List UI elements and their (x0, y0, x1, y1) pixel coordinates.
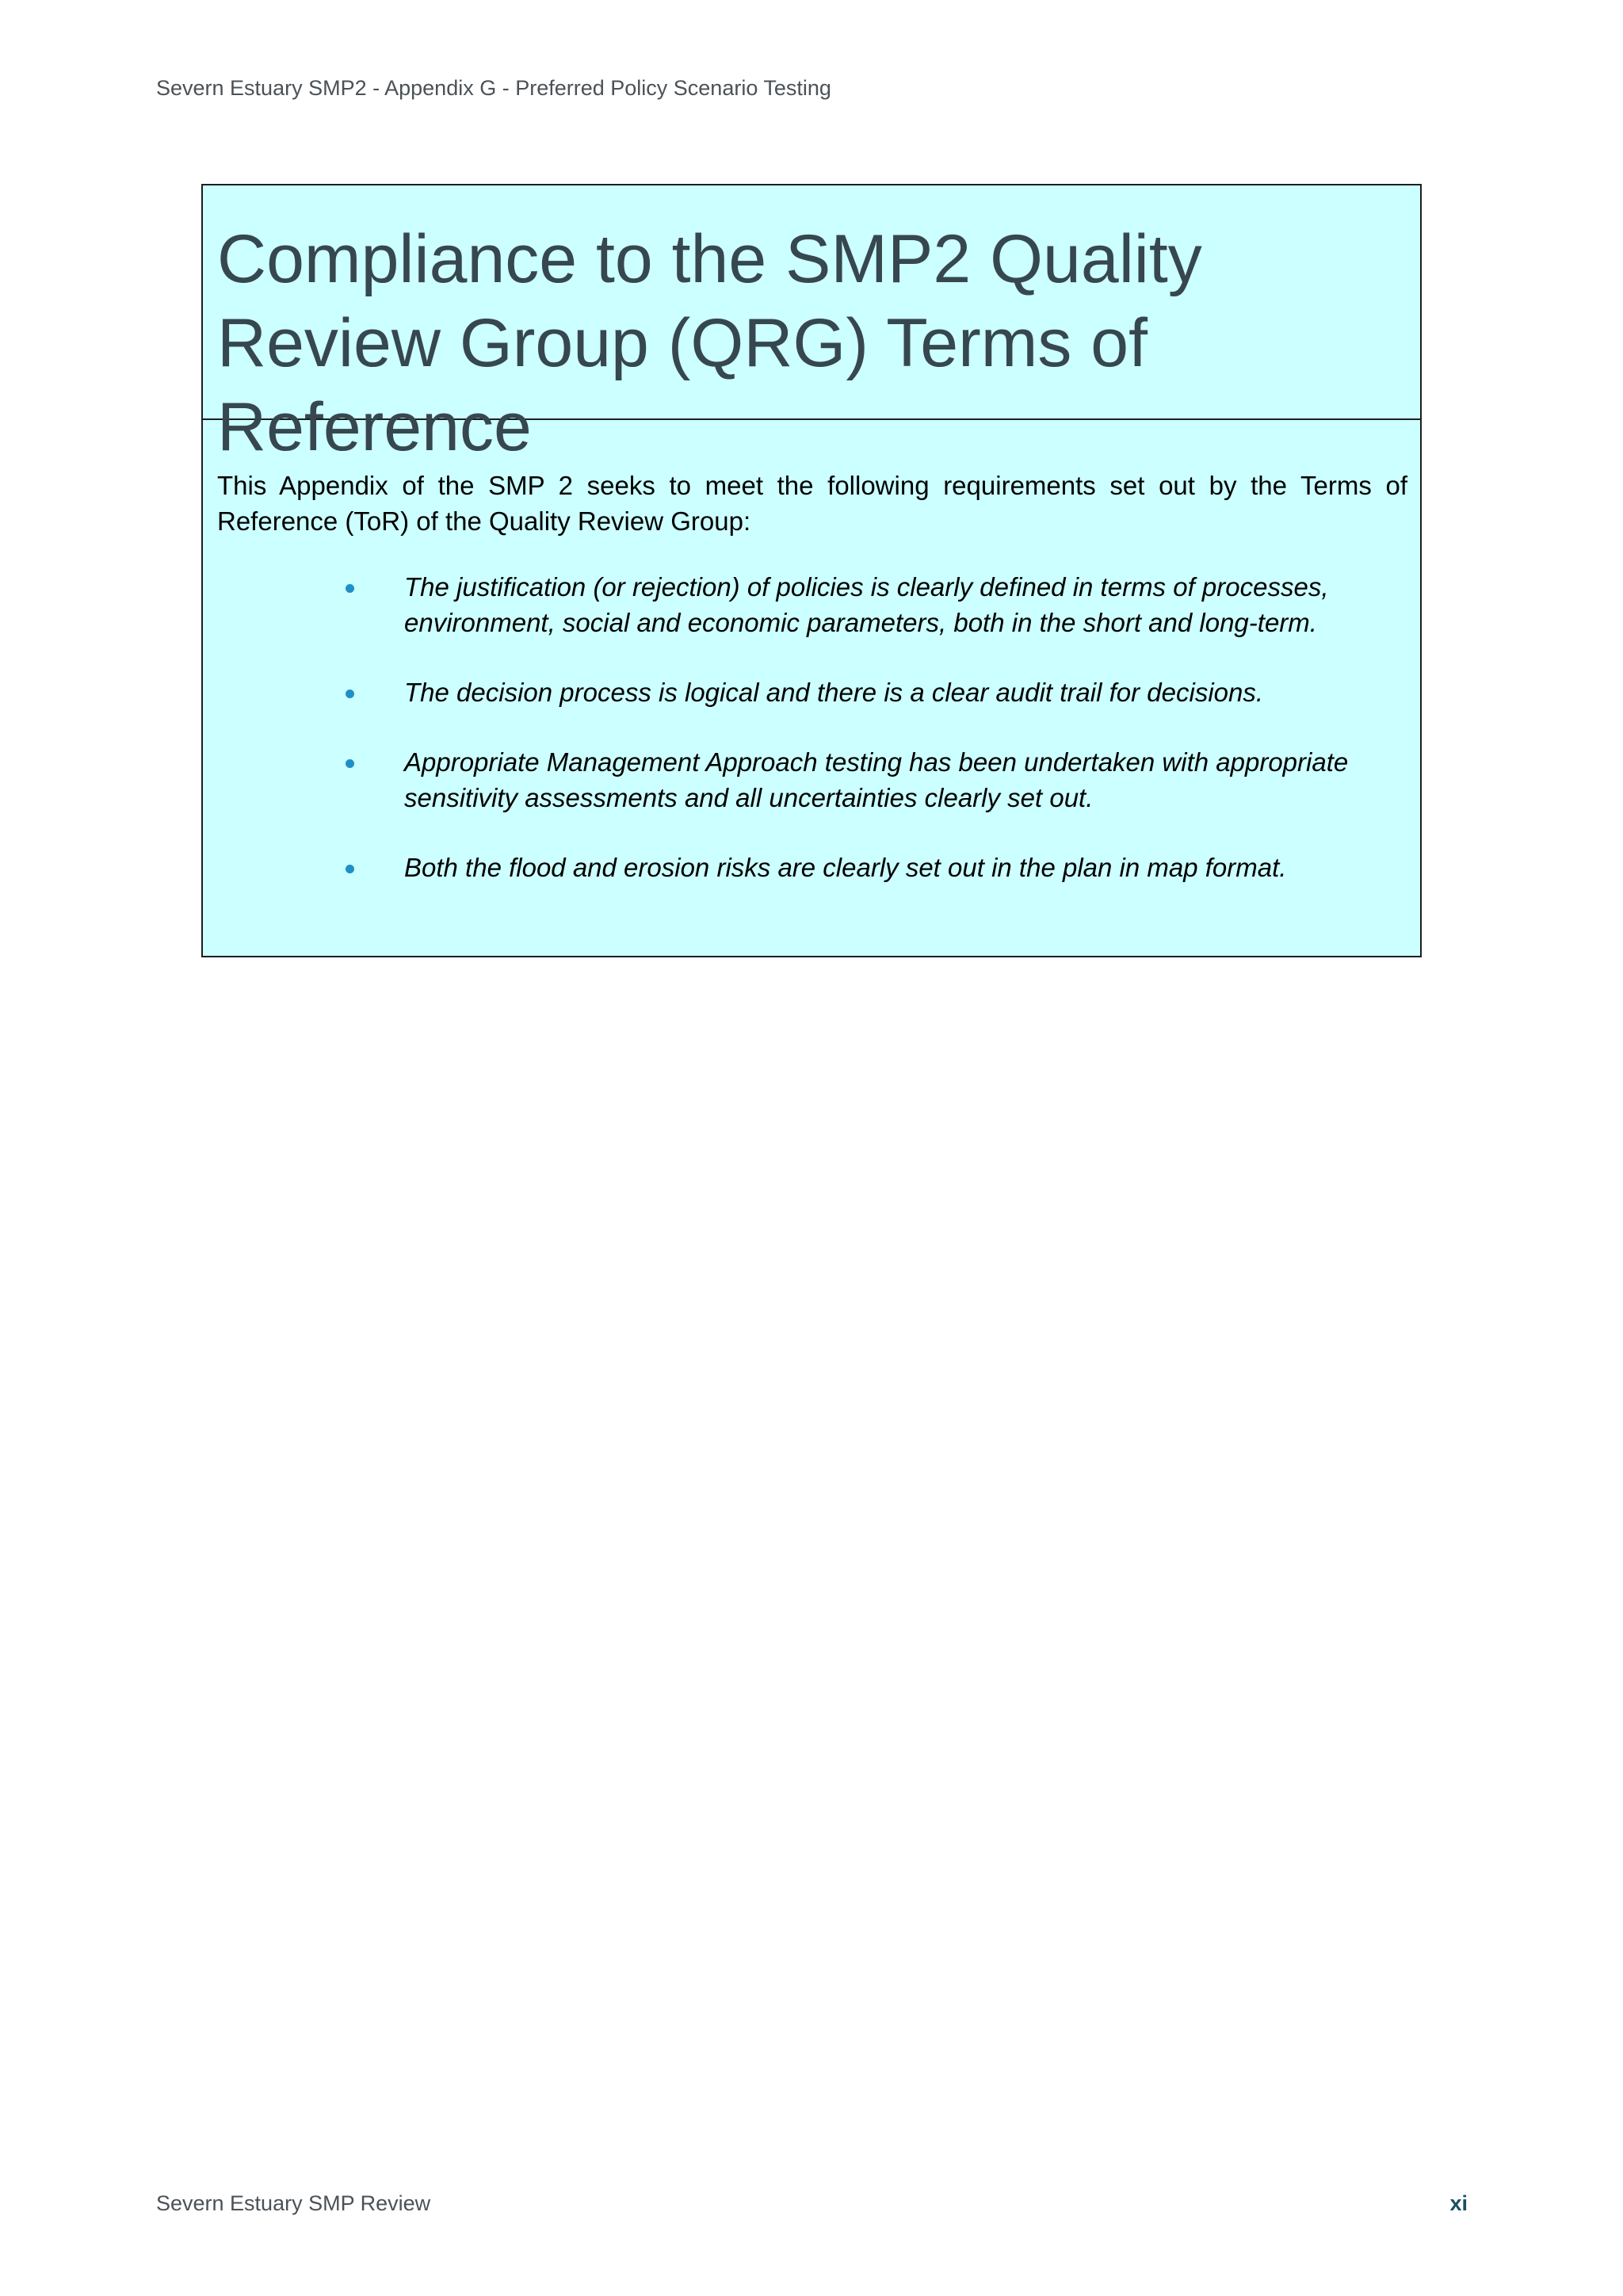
box-title: Compliance to the SMP2 Quality Review Group (QRG) Terms of Reference (217, 221, 1202, 465)
compliance-box (201, 184, 1422, 957)
running-header: Severn Estuary SMP2 - Appendix G - Preferred Policy Scenario Testing (156, 76, 831, 100)
list-item (203, 674, 1420, 710)
list-item (203, 850, 1420, 885)
bullet-icon (346, 690, 354, 698)
title-section (203, 185, 1420, 465)
requirement-text: Appropriate Management Approach testing has been undertaken with appropriate sensitivity assessments and all uncertainties clearly set out. (404, 747, 1349, 812)
running-footer: Severn Estuary SMP Review (156, 2191, 431, 2215)
bullet-icon (346, 865, 354, 873)
requirements-list (203, 569, 1420, 919)
list-item (203, 569, 1420, 640)
bullet-icon (346, 759, 354, 768)
page-number: xi (1449, 2191, 1468, 2215)
bullet-icon (346, 584, 354, 593)
list-item (203, 744, 1420, 816)
intro-paragraph: This Appendix of the SMP 2 seeks to meet the following requirements set out by the Terms of Reference (ToR) of the Quality Review Group: (217, 471, 1407, 536)
requirement-text: The justification (or rejection) of policies is clearly defined in terms of processes, environment, social and economic parameters, both in the short and long-term. (404, 572, 1329, 637)
requirement-text: The decision process is logical and there is a clear audit trail for decisions. (404, 678, 1264, 707)
requirement-text: Both the flood and erosion risks are clearly set out in the plan in map format. (404, 853, 1287, 882)
